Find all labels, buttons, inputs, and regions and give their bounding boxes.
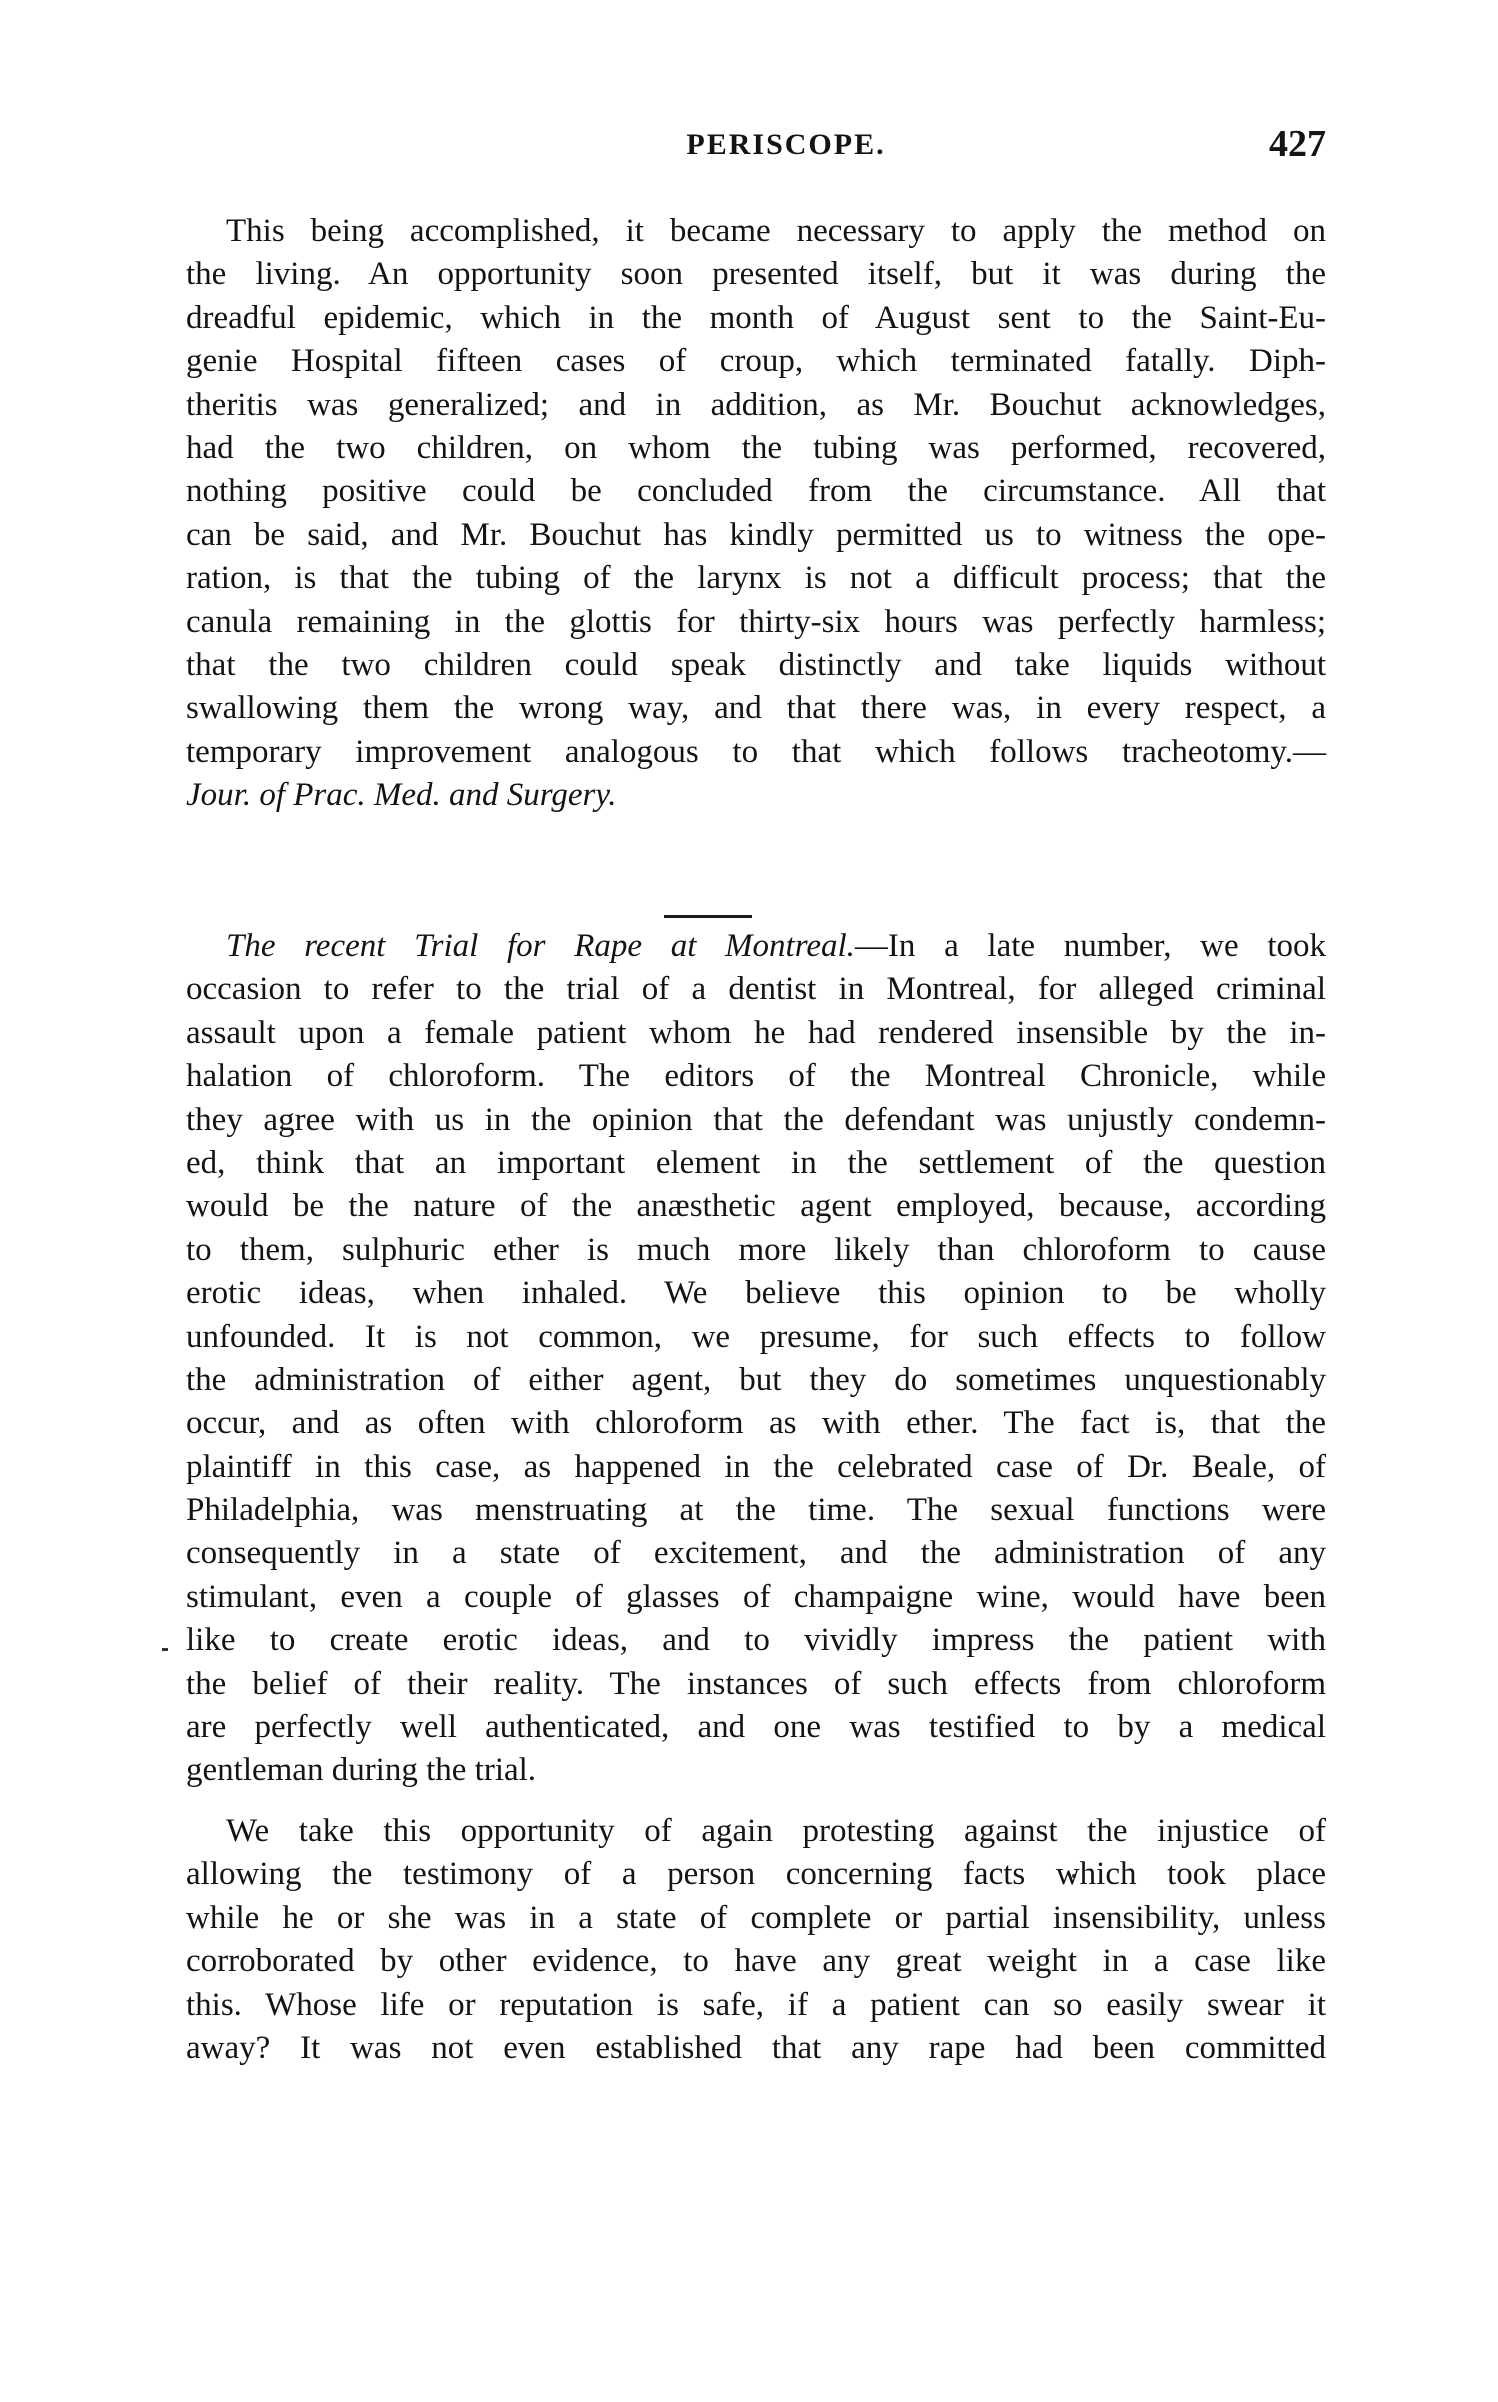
text-line: would be the nature of the anæsthetic agent employed, because, according [186,1188,1326,1225]
paragraph-montreal-trial [186,925,1326,1793]
text-line: stimulant, even a couple of glasses of champaigne wine, would have been [186,1578,1326,1615]
text-line: away? It was not even established that any rape had been committed [186,2029,1326,2066]
text-line: the belief of their reality. The instances of such effects from chloroform [186,1665,1326,1702]
text-line: like to create erotic ideas, and to vividly impress the patient with [186,1622,1326,1659]
text-line: the administration of either agent, but they do sometimes unquestionably [186,1361,1326,1398]
paragraph-protest [186,1810,1326,2070]
source-citation: Jour. of Prac. Med. and Surgery. [186,777,617,814]
text-line: had the two children, on whom the tubing was performed, recovered, [186,429,1326,466]
text-line [186,925,1326,968]
text-line: Philadelphia, was menstruating at the time. The sexual functions were [186,1492,1326,1529]
text-line: genie Hospital fifteen cases of croup, which terminated fatally. Diph- [186,343,1326,380]
text-line: plaintiff in this case, as happened in the celebrated case of Dr. Beale, of [186,1448,1326,1485]
text-line: they agree with us in the opinion that the defendant was unjustly condemn- [186,1101,1326,1138]
text-line: ed, think that an important element in the settlement of the question [186,1144,1326,1181]
text-line: are perfectly well authenticated, and one was testified to by a medical [186,1709,1326,1746]
running-head [186,123,1326,178]
text-line: nothing positive could be concluded from the circumstance. All that [186,473,1326,510]
text-line: consequently in a state of excitement, and the administration of any [186,1535,1326,1572]
text-line: erotic ideas, when inhaled. We believe this opinion to be wholly [186,1275,1326,1312]
text-line: halation of chloroform. The editors of the Montreal Chronicle, while [186,1058,1326,1095]
text-line: temporary improvement analogous to that which follows tracheotomy.— [186,733,1326,770]
section-divider [664,915,752,918]
text-line: ration, is that the tubing of the larynx is not a difficult process; that the [186,560,1326,597]
text-line: canula remaining in the glottis for thirty-six hours was perfectly harmless; [186,603,1326,640]
text-line: We take this opportunity of again protesting against the injustice of [226,1813,1326,1849]
text-line: the living. An opportunity soon presented itself, but it was during the [186,256,1326,293]
text-line: occasion to refer to the trial of a dentist in Montreal, for alleged criminal [186,971,1326,1008]
text-line: this. Whose life or reputation is safe, if a patient can so easily swear it [186,1986,1326,2023]
text-line: unfounded. It is not common, we presume, for such effects to follow [186,1318,1326,1355]
text-line: assault upon a female patient whom he had rendered insensible by the in- [186,1014,1326,1051]
text-line: occur, and as often with chloroform as with ether. The fact is, that the [186,1405,1326,1442]
text-line: that the two children could speak distinctly and take liquids without [186,646,1326,683]
text-line: This being accomplished, it became necessary to apply the method on [226,213,1326,249]
title-line-rest: —In a late number, we took [854,928,1326,964]
text-line: corroborated by other evidence, to have any great weight in a case like [186,1943,1326,1980]
text-line: allowing the testimony of a person concerning facts which took place [186,1856,1326,1893]
article-title: The recent Trial for Rape at Montreal. [226,928,855,964]
paragraph-tubing-larynx [186,210,1326,817]
text-line: can be said, and Mr. Bouchut has kindly permitted us to witness the ope- [186,516,1326,553]
text-line: theritis was generalized; and in addition, as Mr. Bouchut acknowledges, [186,386,1326,423]
text-line: swallowing them the wrong way, and that there was, in every respect, a [186,690,1326,727]
margin-mark [162,1648,168,1651]
text-line: dreadful epidemic, which in the month of August sent to the Saint-Eu- [186,299,1326,336]
text-line: while he or she was in a state of complete or partial insensibility, unless [186,1899,1326,1936]
running-title: PERISCOPE. [686,128,886,161]
text-line: gentleman during the trial. [186,1752,537,1789]
page-number: 427 [1269,123,1326,165]
text-line: to them, sulphuric ether is much more likely than chloroform to cause [186,1231,1326,1268]
